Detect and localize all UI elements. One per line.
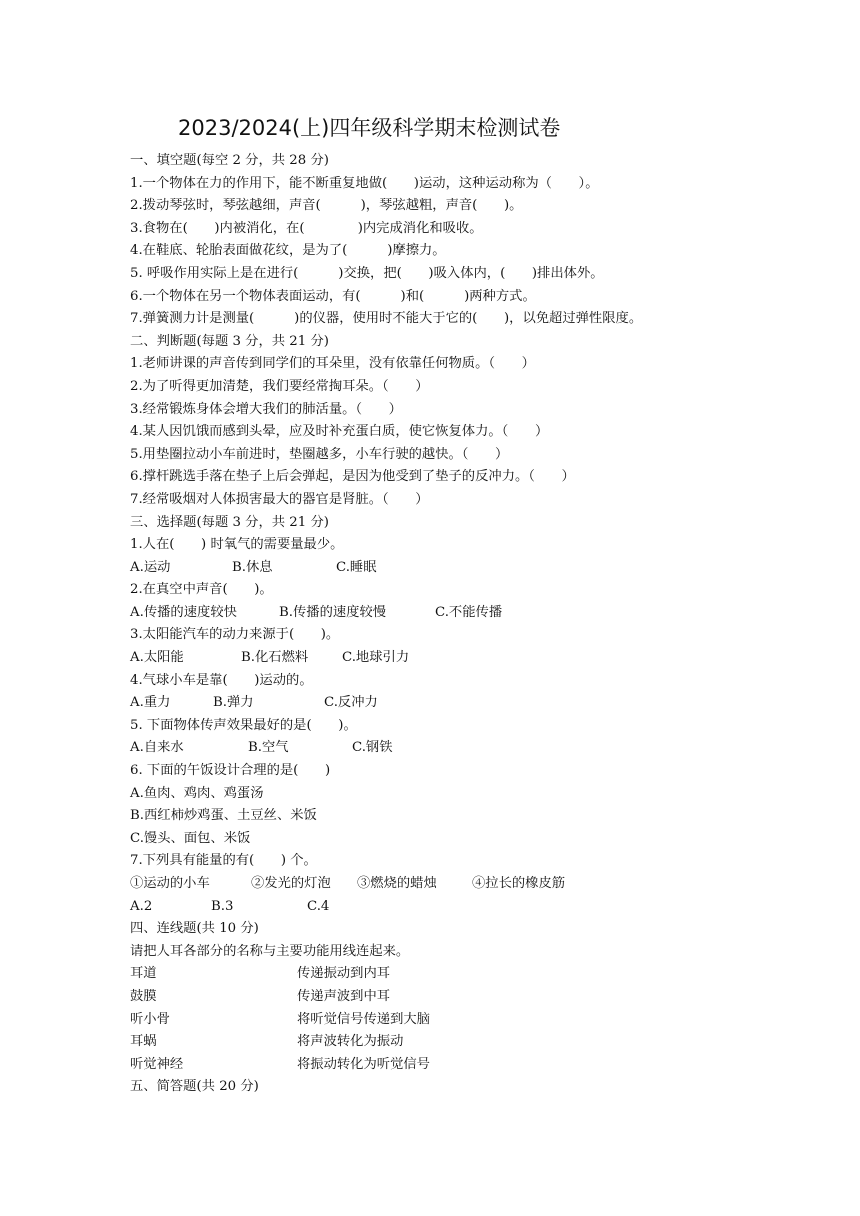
item-4: ④拉长的橡皮筋 xyxy=(472,876,566,891)
match-right: 将声波转化为振动 xyxy=(297,1034,404,1050)
match-row xyxy=(130,986,830,1009)
match-row xyxy=(130,963,830,986)
option-c: C.睡眠 xyxy=(336,559,377,575)
match-left: 听小骨 xyxy=(130,1011,170,1027)
choice-options xyxy=(130,692,830,715)
choice-options xyxy=(130,647,830,670)
section-heading-short: 五、简答题(共 20 分) xyxy=(130,1079,259,1095)
match-row xyxy=(130,1054,830,1077)
choice-options xyxy=(130,557,830,580)
choice-question-stem: 3.太阳能汽车的动力来源于( )。 xyxy=(130,627,340,643)
fill-question: 5. 呼吸作用实际上是在进行( )交换，把( )吸入体内，( )排出体外。 xyxy=(130,265,604,281)
match-right: 传递声波到中耳 xyxy=(297,988,391,1004)
option-b: B.3 xyxy=(211,898,234,914)
fill-question: 1.一个物体在力的作用下，能不断重复地做( )运动，这种运动称为（ ）。 xyxy=(130,175,599,191)
option-c: C.反冲力 xyxy=(324,695,378,711)
fill-question: 7.弹簧测力计是测量( )的仪器，使用时不能大于它的( )，以免超过弹性限度。 xyxy=(130,311,643,327)
option-a: A.太阳能 xyxy=(130,650,184,666)
option-b: B.传播的速度较慢 xyxy=(279,604,387,620)
judge-question: 1.老师讲课的声音传到同学们的耳朵里，没有依靠任何物质。（ ） xyxy=(130,356,535,372)
choice-question-stem: 1.人在( ) 时氧气的需要量最少。 xyxy=(130,537,344,553)
match-left: 耳蜗 xyxy=(130,1034,157,1050)
match-row xyxy=(130,1009,830,1032)
option-b: B.休息 xyxy=(232,559,273,575)
choice-question-stem: 5. 下面物体传声效果最好的是( )。 xyxy=(130,717,357,733)
choice-options xyxy=(130,896,830,919)
option-a: A.重力 xyxy=(130,695,171,711)
exam-content xyxy=(130,150,830,1099)
match-right: 传递振动到内耳 xyxy=(297,966,391,982)
item-2: ②发光的灯泡 xyxy=(251,876,331,891)
judge-question: 2.为了听得更加清楚，我们要经常掏耳朵。（ ） xyxy=(130,378,429,394)
section-heading-match: 四、连线题(共 10 分) xyxy=(130,921,259,937)
option-b: B.化石燃料 xyxy=(241,650,309,666)
judge-question: 7.经常吸烟对人体损害最大的器官是肾脏。（ ） xyxy=(130,491,429,507)
option-c: C.不能传播 xyxy=(435,604,503,620)
choice-question-stem: 2.在真空中声音( )。 xyxy=(130,582,273,598)
choice-options xyxy=(130,602,830,625)
fill-question: 6.一个物体在另一个物体表面运动，有( )和( )两种方式。 xyxy=(130,288,536,304)
judge-question: 6.撑杆跳选手落在垫子上后会弹起，是因为他受到了垫子的反冲力。（ ） xyxy=(130,469,575,485)
option-a: A.鱼肉、鸡肉、鸡蛋汤 xyxy=(130,785,264,801)
option-b: B.西红柿炒鸡蛋、土豆丝、米饭 xyxy=(130,808,317,824)
match-left: 鼓膜 xyxy=(130,988,157,1004)
option-a: A.运动 xyxy=(130,559,171,575)
match-right: 将振动转化为听觉信号 xyxy=(297,1056,430,1072)
match-left: 听觉神经 xyxy=(130,1056,184,1072)
fill-question: 2.拨动琴弦时，琴弦越细，声音( )，琴弦越粗，声音( )。 xyxy=(130,198,523,214)
fill-question: 4.在鞋底、轮胎表面做花纹，是为了( )摩擦力。 xyxy=(130,243,446,259)
choice-question-stem: 4.气球小车是靠( )运动的。 xyxy=(130,672,313,688)
section-heading-fill: 一、填空题(每空 2 分，共 28 分) xyxy=(130,153,329,168)
fill-question: 3.食物在( )内被消化，在( )内完成消化和吸收。 xyxy=(130,220,483,236)
option-a: A.2 xyxy=(130,898,153,914)
judge-question: 3.经常锻炼身体会增大我们的肺活量。（ ） xyxy=(130,401,402,417)
item-3: ③燃烧的蜡烛 xyxy=(357,876,437,891)
option-b: B.弹力 xyxy=(213,695,254,711)
option-c: C.4 xyxy=(307,898,330,914)
section-heading-choice: 三、选择题(每题 3 分，共 21 分) xyxy=(130,514,329,530)
item-1: ①运动的小车 xyxy=(130,876,210,891)
exam-title: 2023/2024(上)四年级科学期末检测试卷 xyxy=(178,116,561,140)
judge-question: 4.某人因饥饿而感到头晕，应及时补充蛋白质，使它恢复体力。（ ） xyxy=(130,424,549,440)
match-row xyxy=(130,1031,830,1054)
choice-items xyxy=(130,873,830,896)
option-c: C.钢铁 xyxy=(352,740,393,756)
choice-options xyxy=(130,737,830,760)
judge-question: 5.用垫圈拉动小车前进时，垫圈越多，小车行驶的越快。（ ） xyxy=(130,446,509,462)
section-heading-judge: 二、判断题(每题 3 分，共 21 分) xyxy=(130,333,329,349)
option-c: C.馒头、面包、米饭 xyxy=(130,830,251,846)
option-b: B.空气 xyxy=(248,740,289,756)
option-a: A.自来水 xyxy=(130,740,184,756)
choice-question-stem: 7.下列具有能量的有( ) 个。 xyxy=(130,853,317,869)
match-instruction: 请把人耳各部分的名称与主要功能用线连起来。 xyxy=(130,943,410,959)
option-a: A.传播的速度较快 xyxy=(130,604,237,620)
option-c: C.地球引力 xyxy=(342,650,410,666)
match-right: 将听觉信号传递到大脑 xyxy=(297,1011,430,1027)
match-left: 耳道 xyxy=(130,966,157,982)
choice-question-stem: 6. 下面的午饭设计合理的是( ) xyxy=(130,763,331,779)
